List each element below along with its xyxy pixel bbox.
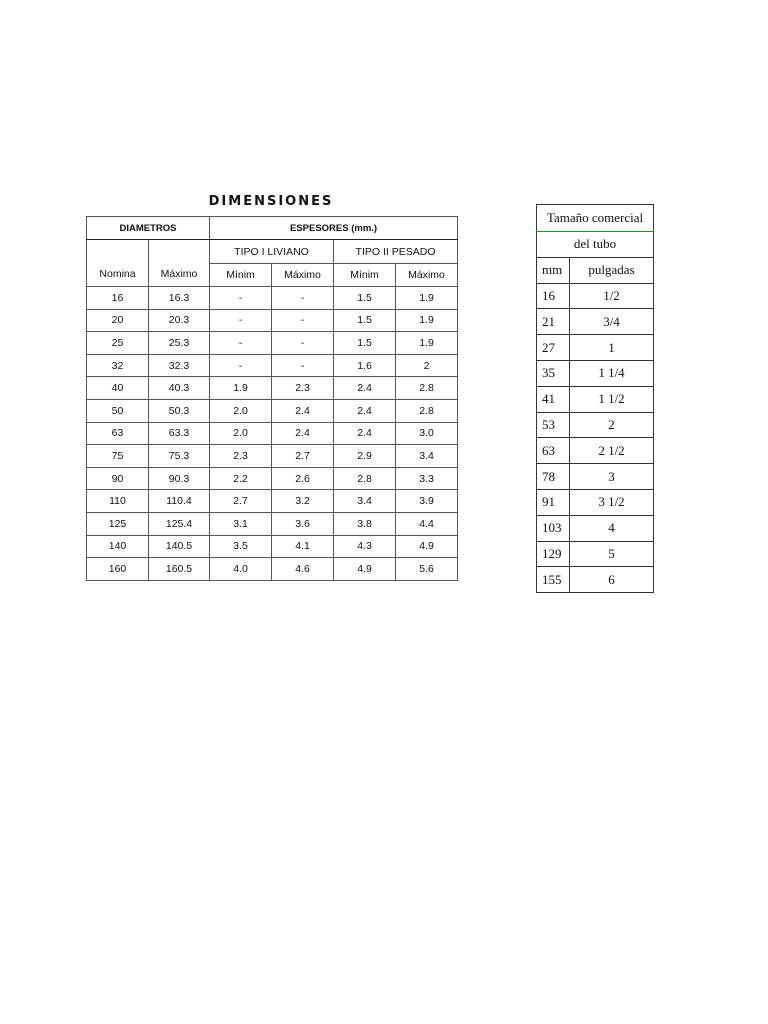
diametros-header: DIAMETROS bbox=[87, 217, 210, 240]
cell-maximo: 40.3 bbox=[149, 377, 210, 400]
cell-pulgadas: 1 bbox=[570, 335, 654, 361]
table-row bbox=[537, 335, 654, 361]
cell-mm: 103 bbox=[537, 515, 570, 541]
cell-maximo: 63.3 bbox=[149, 422, 210, 445]
table-row bbox=[87, 467, 458, 490]
cell-nomina: 75 bbox=[87, 445, 149, 468]
cell-maximo: 32.3 bbox=[149, 354, 210, 377]
cell-tipo2-minim: 1.5 bbox=[334, 332, 396, 355]
cell-tipo1-maximo: 2.7 bbox=[272, 445, 334, 468]
cell-tipo2-maximo: 3.3 bbox=[396, 467, 458, 490]
cell-tipo1-maximo: 2.4 bbox=[272, 422, 334, 445]
table-row bbox=[537, 541, 654, 567]
cell-tipo2-maximo: 2.8 bbox=[396, 377, 458, 400]
table-row bbox=[537, 412, 654, 438]
table-row bbox=[87, 377, 458, 400]
cell-tipo2-minim: 2.9 bbox=[334, 445, 396, 468]
cell-tipo2-maximo: 2.8 bbox=[396, 399, 458, 422]
cell-tipo1-maximo: 3.6 bbox=[272, 512, 334, 535]
table-row bbox=[87, 535, 458, 558]
cell-nomina: 16 bbox=[87, 287, 149, 310]
table-row bbox=[87, 399, 458, 422]
cell-nomina: 160 bbox=[87, 558, 149, 581]
cell-tipo1-maximo: 4.1 bbox=[272, 535, 334, 558]
pulgadas-header: pulgadas bbox=[570, 257, 654, 283]
cell-tipo2-minim: 4.9 bbox=[334, 558, 396, 581]
cell-maximo: 25.3 bbox=[149, 332, 210, 355]
cell-tipo2-maximo: 1.9 bbox=[396, 287, 458, 310]
cell-tipo1-maximo: 2.6 bbox=[272, 467, 334, 490]
cell-tipo1-minim: 2.0 bbox=[210, 399, 272, 422]
cell-mm: 16 bbox=[537, 283, 570, 309]
cell-maximo: 110.4 bbox=[149, 490, 210, 513]
tipo2-header: TIPO II PESADO bbox=[334, 240, 458, 264]
cell-nomina: 125 bbox=[87, 512, 149, 535]
cell-tipo2-maximo: 2 bbox=[396, 354, 458, 377]
tipo2-minim-header: Mínim bbox=[334, 264, 396, 287]
cell-nomina: 25 bbox=[87, 332, 149, 355]
cell-pulgadas: 3 bbox=[570, 464, 654, 490]
tipo1-maximo-header: Máximo bbox=[272, 264, 334, 287]
cell-tipo1-maximo: 2.3 bbox=[272, 377, 334, 400]
cell-nomina: 40 bbox=[87, 377, 149, 400]
table-row bbox=[87, 309, 458, 332]
cell-mm: 78 bbox=[537, 464, 570, 490]
cell-tipo1-minim: - bbox=[210, 309, 272, 332]
cell-tipo1-maximo: - bbox=[272, 287, 334, 310]
cell-tipo1-maximo: 3.2 bbox=[272, 490, 334, 513]
cell-pulgadas: 6 bbox=[570, 567, 654, 593]
table-row bbox=[537, 515, 654, 541]
dimensiones-title: DIMENSIONES bbox=[208, 194, 334, 209]
cell-tipo2-minim: 1.5 bbox=[334, 309, 396, 332]
cell-tipo2-minim: 2.4 bbox=[334, 399, 396, 422]
table-row bbox=[87, 332, 458, 355]
cell-nomina: 140 bbox=[87, 535, 149, 558]
table-row bbox=[87, 445, 458, 468]
cell-tipo2-maximo: 5.6 bbox=[396, 558, 458, 581]
tipo1-header: TIPO I LIVIANO bbox=[210, 240, 334, 264]
cell-tipo1-maximo: - bbox=[272, 332, 334, 355]
cell-mm: 91 bbox=[537, 489, 570, 515]
espesores-header: ESPESORES (mm.) bbox=[210, 217, 458, 240]
cell-maximo: 75.3 bbox=[149, 445, 210, 468]
cell-pulgadas: 5 bbox=[570, 541, 654, 567]
cell-tipo2-maximo: 1.9 bbox=[396, 309, 458, 332]
table-row bbox=[87, 490, 458, 513]
table-row bbox=[537, 489, 654, 515]
table-row bbox=[537, 283, 654, 309]
cell-maximo: 90.3 bbox=[149, 467, 210, 490]
cell-tipo1-minim: 2.2 bbox=[210, 467, 272, 490]
cell-pulgadas: 3 1/2 bbox=[570, 489, 654, 515]
cell-nomina: 20 bbox=[87, 309, 149, 332]
cell-mm: 53 bbox=[537, 412, 570, 438]
cell-pulgadas: 3/4 bbox=[570, 309, 654, 335]
cell-pulgadas: 1/2 bbox=[570, 283, 654, 309]
cell-tipo1-maximo: - bbox=[272, 354, 334, 377]
cell-tipo2-maximo: 4.9 bbox=[396, 535, 458, 558]
table-row bbox=[87, 558, 458, 581]
cell-pulgadas: 2 1/2 bbox=[570, 438, 654, 464]
table-row bbox=[87, 287, 458, 310]
cell-tipo1-minim: 3.5 bbox=[210, 535, 272, 558]
cell-nomina: 32 bbox=[87, 354, 149, 377]
cell-mm: 63 bbox=[537, 438, 570, 464]
cell-tipo2-minim: 2.8 bbox=[334, 467, 396, 490]
cell-tipo2-maximo: 3.9 bbox=[396, 490, 458, 513]
cell-mm: 27 bbox=[537, 335, 570, 361]
cell-mm: 35 bbox=[537, 360, 570, 386]
cell-maximo: 50.3 bbox=[149, 399, 210, 422]
cell-maximo: 140.5 bbox=[149, 535, 210, 558]
table-row bbox=[87, 354, 458, 377]
table-row bbox=[537, 438, 654, 464]
table-row bbox=[537, 386, 654, 412]
cell-tipo1-minim: 2.3 bbox=[210, 445, 272, 468]
cell-pulgadas: 4 bbox=[570, 515, 654, 541]
table-row bbox=[87, 422, 458, 445]
cell-maximo: 125.4 bbox=[149, 512, 210, 535]
tipo2-maximo-header: Máximo bbox=[396, 264, 458, 287]
cell-nomina: 110 bbox=[87, 490, 149, 513]
cell-tipo1-maximo: - bbox=[272, 309, 334, 332]
cell-maximo: 16.3 bbox=[149, 287, 210, 310]
nomina-header: Nomina bbox=[87, 240, 149, 287]
cell-tipo2-minim: 1.5 bbox=[334, 287, 396, 310]
cell-tipo2-minim: 3.4 bbox=[334, 490, 396, 513]
tamano-header: Tamaño comercial bbox=[537, 205, 654, 232]
cell-mm: 155 bbox=[537, 567, 570, 593]
cell-mm: 21 bbox=[537, 309, 570, 335]
dimensiones-table bbox=[86, 216, 458, 581]
tipo1-minim-header: Mínim bbox=[210, 264, 272, 287]
cell-mm: 41 bbox=[537, 386, 570, 412]
cell-tipo1-maximo: 2.4 bbox=[272, 399, 334, 422]
table-row bbox=[537, 360, 654, 386]
table-row bbox=[537, 309, 654, 335]
table-row bbox=[537, 567, 654, 593]
cell-pulgadas: 1 1/2 bbox=[570, 386, 654, 412]
cell-maximo: 160.5 bbox=[149, 558, 210, 581]
cell-tipo2-minim: 1.6 bbox=[334, 354, 396, 377]
cell-tipo1-minim: - bbox=[210, 287, 272, 310]
cell-pulgadas: 1 1/4 bbox=[570, 360, 654, 386]
cell-tipo1-minim: - bbox=[210, 332, 272, 355]
cell-maximo: 20.3 bbox=[149, 309, 210, 332]
tamano-comercial-table bbox=[536, 204, 654, 593]
cell-nomina: 50 bbox=[87, 399, 149, 422]
table-row bbox=[537, 464, 654, 490]
cell-nomina: 90 bbox=[87, 467, 149, 490]
cell-tipo2-maximo: 3.0 bbox=[396, 422, 458, 445]
del-tubo-header: del tubo bbox=[537, 232, 654, 258]
cell-tipo1-maximo: 4.6 bbox=[272, 558, 334, 581]
table-row bbox=[87, 512, 458, 535]
cell-tipo2-minim: 3.8 bbox=[334, 512, 396, 535]
cell-tipo2-minim: 2.4 bbox=[334, 422, 396, 445]
cell-pulgadas: 2 bbox=[570, 412, 654, 438]
cell-mm: 129 bbox=[537, 541, 570, 567]
cell-tipo2-maximo: 4.4 bbox=[396, 512, 458, 535]
cell-tipo2-minim: 4.3 bbox=[334, 535, 396, 558]
cell-tipo1-minim: 4.0 bbox=[210, 558, 272, 581]
cell-tipo1-minim: - bbox=[210, 354, 272, 377]
mm-header: mm bbox=[537, 257, 570, 283]
cell-nomina: 63 bbox=[87, 422, 149, 445]
cell-tipo1-minim: 2.7 bbox=[210, 490, 272, 513]
cell-tipo2-minim: 2.4 bbox=[334, 377, 396, 400]
cell-tipo1-minim: 2.0 bbox=[210, 422, 272, 445]
cell-tipo2-maximo: 3.4 bbox=[396, 445, 458, 468]
cell-tipo1-minim: 1.9 bbox=[210, 377, 272, 400]
maximo-header: Máximo bbox=[149, 240, 210, 287]
cell-tipo2-maximo: 1.9 bbox=[396, 332, 458, 355]
cell-tipo1-minim: 3.1 bbox=[210, 512, 272, 535]
